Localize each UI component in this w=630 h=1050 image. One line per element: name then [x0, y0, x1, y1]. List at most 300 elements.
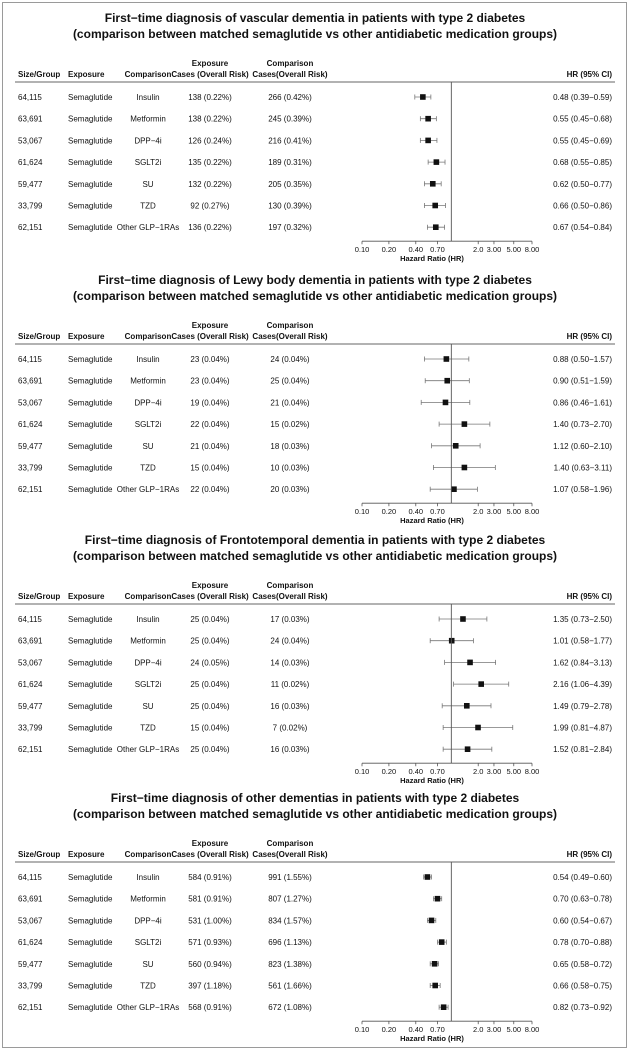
cell-hr-ci: 0.55 (0.45−0.68): [553, 114, 612, 124]
table-row: [18, 680, 612, 689]
x-axis-label: Hazard Ratio (HR): [400, 516, 464, 526]
col-header-exposure-cases-line1: Exposure: [191, 581, 229, 590]
cell-comparison: SGLT2i: [134, 158, 162, 168]
x-axis-label: Hazard Ratio (HR): [400, 254, 464, 264]
cell-exposure: Semaglutide: [68, 201, 113, 211]
cell-size-group: 53,067: [18, 916, 43, 926]
cell-comparison-cases: 16 (0.03%): [270, 745, 310, 755]
cell-comparison: DPP−4i: [134, 916, 162, 926]
cell-hr-ci: 1.62 (0.84−3.13): [553, 658, 612, 668]
table-row: [18, 136, 612, 145]
x-tick-label: 5.00: [506, 507, 522, 517]
col-header-comparison-cases-line2: Cases(Overall Risk): [252, 592, 328, 601]
cell-size-group: 63,691: [18, 636, 43, 646]
cell-exposure: Semaglutide: [68, 680, 113, 690]
cell-comparison-cases: 24 (0.04%): [270, 355, 310, 364]
cell-comparison-cases: 245 (0.39%): [268, 114, 312, 124]
panel-subtitle: (comparison between matched semaglutide vs other antidiabetic medication groups): [72, 807, 558, 821]
cell-exposure: Semaglutide: [68, 938, 113, 948]
col-header-comparison-cases-line2: Cases(Overall Risk): [252, 850, 328, 859]
cell-size-group: 59,477: [18, 441, 43, 451]
col-header-comparison: Comparison: [124, 592, 172, 601]
cell-comparison: Other GLP−1RAs: [116, 745, 180, 755]
cell-size-group: 64,115: [18, 355, 42, 364]
cell-exposure-cases: 25 (0.04%): [190, 615, 230, 624]
table-row: [18, 93, 612, 102]
cell-exposure-cases: 560 (0.94%): [188, 959, 232, 969]
cell-exposure-cases: 23 (0.04%): [190, 376, 230, 386]
cell-size-group: 59,477: [18, 179, 43, 189]
cell-size-group: 64,115: [18, 873, 42, 882]
cell-size-group: 63,691: [18, 376, 43, 386]
table-row: [18, 464, 612, 473]
col-header-size-group: Size/Group: [18, 70, 61, 79]
cell-exposure-cases: 138 (0.22%): [188, 93, 232, 102]
cell-comparison-cases: 21 (0.04%): [270, 398, 310, 408]
col-header-size-group: Size/Group: [18, 592, 61, 601]
cell-comparison: Insulin: [136, 615, 160, 624]
cell-hr-ci: 0.48 (0.39−0.59): [553, 93, 612, 102]
cell-hr-ci: 0.78 (0.70−0.88): [553, 938, 612, 948]
table-row: [18, 398, 612, 407]
cell-comparison-cases: 15 (0.02%): [270, 420, 310, 430]
col-header-exposure-cases-line2: Cases (Overall Risk): [171, 70, 249, 79]
cell-exposure: Semaglutide: [68, 441, 113, 451]
cell-size-group: 61,624: [18, 420, 43, 430]
cell-comparison-cases: 20 (0.03%): [270, 485, 310, 495]
cell-exposure: Semaglutide: [68, 615, 113, 624]
hr-point: [444, 378, 450, 384]
table-row: [18, 745, 612, 754]
forest-panel-1: [15, 11, 615, 263]
hr-point: [434, 159, 440, 165]
panel-title: First−time diagnosis of vascular dementia in patients with type 2 diabetes: [104, 11, 526, 25]
cell-comparison: TZD: [140, 201, 156, 211]
cell-comparison-cases: 834 (1.57%): [268, 916, 312, 926]
col-header-comparison-cases-line1: Comparison: [266, 581, 314, 590]
col-header-exposure: Exposure: [68, 332, 105, 341]
cell-comparison: Metformin: [130, 114, 166, 124]
col-header-hr: HR (95% CI): [566, 70, 612, 79]
cell-comparison-cases: 14 (0.03%): [270, 658, 310, 668]
col-header-exposure: Exposure: [68, 592, 105, 601]
cell-comparison-cases: 672 (1.08%): [268, 1003, 312, 1013]
x-tick-label: 3.00: [486, 507, 502, 517]
cell-exposure-cases: 584 (0.91%): [188, 873, 232, 882]
cell-comparison-cases: 11 (0.02%): [270, 680, 310, 690]
panel-subtitle: (comparison between matched semaglutide vs other antidiabetic medication groups): [72, 289, 558, 303]
x-tick-label: 5.00: [506, 1025, 522, 1035]
table-row: [18, 702, 612, 711]
table-row: [18, 916, 612, 925]
hr-point: [467, 660, 473, 666]
col-header-size-group: Size/Group: [18, 850, 61, 859]
cell-size-group: 59,477: [18, 701, 43, 711]
cell-hr-ci: 0.65 (0.58−0.72): [553, 959, 612, 969]
cell-exposure: Semaglutide: [68, 463, 113, 473]
cell-comparison: TZD: [140, 981, 156, 991]
cell-exposure: Semaglutide: [68, 179, 113, 189]
x-tick-label: 5.00: [506, 245, 522, 255]
cell-exposure-cases: 25 (0.04%): [190, 745, 230, 755]
table-row: [18, 180, 612, 189]
cell-size-group: 33,799: [18, 981, 43, 991]
cell-hr-ci: 0.62 (0.50−0.77): [553, 179, 612, 189]
cell-exposure: Semaglutide: [68, 485, 113, 495]
col-header-exposure: Exposure: [68, 850, 105, 859]
hr-point: [453, 443, 459, 449]
cell-exposure: Semaglutide: [68, 376, 113, 386]
cell-exposure: Semaglutide: [68, 114, 113, 124]
cell-hr-ci: 0.60 (0.54−0.67): [553, 916, 612, 926]
cell-exposure: Semaglutide: [68, 894, 113, 904]
table-row: [18, 115, 612, 124]
cell-exposure-cases: 22 (0.04%): [190, 420, 230, 430]
cell-size-group: 61,624: [18, 680, 43, 690]
x-tick-label: 0.10: [354, 767, 370, 777]
cell-exposure: Semaglutide: [68, 420, 113, 430]
cell-exposure-cases: 23 (0.04%): [190, 355, 230, 364]
forest-panel-4: [15, 791, 615, 1043]
col-header-exposure-cases-line1: Exposure: [191, 321, 229, 330]
col-header-hr: HR (95% CI): [566, 592, 612, 601]
cell-hr-ci: 1.40 (0.73−2.70): [553, 420, 612, 430]
cell-exposure-cases: 15 (0.04%): [190, 723, 230, 733]
cell-size-group: 61,624: [18, 938, 43, 948]
cell-size-group: 33,799: [18, 201, 43, 211]
cell-comparison: Other GLP−1RAs: [116, 223, 180, 233]
cell-comparison: Insulin: [136, 93, 160, 102]
cell-comparison-cases: 25 (0.04%): [270, 376, 310, 386]
table-row: [18, 615, 612, 624]
cell-comparison-cases: 24 (0.04%): [270, 636, 310, 646]
cell-exposure: Semaglutide: [68, 916, 113, 926]
x-tick-label: 3.00: [486, 767, 502, 777]
cell-comparison-cases: 18 (0.03%): [270, 441, 310, 451]
cell-comparison: TZD: [140, 723, 156, 733]
cell-hr-ci: 0.88 (0.50−1.57): [553, 355, 612, 364]
table-row: [18, 485, 612, 494]
cell-exposure-cases: 126 (0.24%): [188, 136, 232, 146]
x-tick-label: 0.10: [354, 507, 370, 517]
cell-size-group: 62,151: [18, 1003, 43, 1013]
cell-exposure-cases: 25 (0.04%): [190, 701, 230, 711]
col-header-comparison-cases-line2: Cases(Overall Risk): [252, 70, 328, 79]
cell-hr-ci: 1.40 (0.63−3.11): [553, 463, 612, 473]
hr-point: [430, 181, 436, 187]
col-header-comparison-cases-line1: Comparison: [266, 59, 314, 68]
x-tick-label: 0.20: [381, 507, 397, 517]
cell-exposure-cases: 22 (0.04%): [190, 485, 230, 495]
panel-subtitle: (comparison between matched semaglutide vs other antidiabetic medication groups): [72, 549, 558, 563]
col-header-size-group: Size/Group: [18, 332, 61, 341]
cell-comparison-cases: 991 (1.55%): [268, 873, 312, 882]
col-header-hr: HR (95% CI): [566, 850, 612, 859]
cell-exposure-cases: 581 (0.91%): [188, 894, 232, 904]
cell-exposure: Semaglutide: [68, 1003, 113, 1013]
table-row: [18, 420, 612, 429]
hr-point: [460, 616, 466, 622]
cell-comparison-cases: 561 (1.66%): [268, 981, 312, 991]
cell-hr-ci: 1.01 (0.58−1.77): [553, 636, 612, 646]
cell-exposure-cases: 397 (1.18%): [188, 981, 232, 991]
cell-comparison: DPP−4i: [134, 136, 162, 146]
cell-exposure: Semaglutide: [68, 658, 113, 668]
cell-size-group: 33,799: [18, 723, 43, 733]
col-header-hr: HR (95% CI): [566, 332, 612, 341]
forest-panel-2: [15, 273, 615, 525]
cell-hr-ci: 0.66 (0.58−0.75): [553, 981, 612, 991]
panel-subtitle: (comparison between matched semaglutide vs other antidiabetic medication groups): [72, 27, 558, 41]
cell-exposure: Semaglutide: [68, 136, 113, 146]
hr-point: [420, 94, 426, 100]
cell-comparison: TZD: [140, 463, 156, 473]
table-row: [18, 202, 612, 211]
col-header-exposure-cases-line1: Exposure: [191, 839, 229, 848]
x-axis-label: Hazard Ratio (HR): [400, 1034, 464, 1044]
x-tick-label: 2.0: [473, 1025, 484, 1035]
cell-comparison: Other GLP−1RAs: [116, 485, 180, 495]
table-row: [18, 158, 612, 167]
cell-comparison: Metformin: [130, 636, 166, 646]
hr-point: [435, 896, 441, 902]
x-tick-label: 2.0: [473, 507, 484, 517]
cell-size-group: 64,115: [18, 615, 42, 624]
table-row: [18, 442, 612, 451]
cell-comparison-cases: 16 (0.03%): [270, 701, 310, 711]
x-tick-label: 2.0: [473, 767, 484, 777]
col-header-comparison-cases-line1: Comparison: [266, 321, 314, 330]
col-header-exposure: Exposure: [68, 70, 105, 79]
hr-point: [425, 874, 431, 880]
hr-point: [444, 356, 450, 362]
cell-exposure: Semaglutide: [68, 158, 113, 168]
cell-comparison: Insulin: [136, 355, 160, 364]
cell-exposure: Semaglutide: [68, 873, 113, 882]
table-row: [18, 873, 612, 882]
x-tick-label: 8.00: [524, 507, 540, 517]
cell-exposure-cases: 21 (0.04%): [190, 441, 230, 451]
cell-comparison: SGLT2i: [134, 680, 162, 690]
hr-point: [429, 918, 435, 924]
cell-comparison: Metformin: [130, 894, 166, 904]
panel-title: First−time diagnosis of Lewy body dementia in patients with type 2 diabetes: [98, 273, 532, 287]
cell-hr-ci: 0.68 (0.55−0.85): [553, 158, 612, 168]
cell-comparison-cases: 696 (1.13%): [268, 938, 312, 948]
cell-comparison: Metformin: [130, 376, 166, 386]
x-tick-label: 0.40: [408, 507, 424, 517]
x-tick-label: 8.00: [524, 1025, 540, 1035]
cell-comparison: SU: [142, 701, 154, 711]
hr-point: [425, 138, 431, 144]
x-tick-label: 2.0: [473, 245, 484, 255]
cell-hr-ci: 0.70 (0.63−0.78): [553, 894, 612, 904]
col-header-comparison-cases-line1: Comparison: [266, 839, 314, 848]
x-tick-label: 0.70: [430, 245, 445, 255]
cell-comparison-cases: 17 (0.03%): [270, 615, 310, 624]
x-tick-label: 0.70: [430, 767, 445, 777]
cell-exposure: Semaglutide: [68, 959, 113, 969]
cell-hr-ci: 0.55 (0.45−0.69): [553, 136, 612, 146]
table-row: [18, 1003, 612, 1012]
cell-exposure-cases: 531 (1.00%): [188, 916, 232, 926]
x-tick-label: 5.00: [506, 767, 522, 777]
cell-comparison: SU: [142, 959, 154, 969]
hr-point: [433, 224, 439, 230]
table-row: [18, 982, 612, 991]
cell-comparison-cases: 807 (1.27%): [268, 894, 312, 904]
x-tick-label: 0.70: [430, 1025, 445, 1035]
cell-hr-ci: 0.82 (0.73−0.92): [553, 1003, 612, 1013]
cell-comparison-cases: 216 (0.41%): [268, 136, 312, 146]
hr-point: [462, 421, 468, 427]
cell-comparison-cases: 130 (0.39%): [268, 201, 312, 211]
cell-exposure-cases: 136 (0.22%): [188, 223, 232, 233]
x-tick-label: 0.20: [381, 767, 397, 777]
cell-size-group: 53,067: [18, 398, 43, 408]
col-header-exposure-cases-line2: Cases (Overall Risk): [171, 850, 249, 859]
panel-title: First−time diagnosis of other dementias in patients with type 2 diabetes: [110, 791, 520, 805]
table-row: [18, 377, 612, 386]
cell-comparison: DPP−4i: [134, 398, 162, 408]
cell-hr-ci: 0.90 (0.51−1.59): [553, 376, 612, 386]
x-tick-label: 0.40: [408, 767, 424, 777]
hr-point: [451, 486, 457, 492]
cell-comparison-cases: 189 (0.31%): [268, 158, 312, 168]
col-header-comparison: Comparison: [124, 332, 172, 341]
cell-exposure-cases: 568 (0.91%): [188, 1003, 232, 1013]
cell-comparison-cases: 823 (1.38%): [268, 959, 312, 969]
hr-point: [464, 703, 470, 709]
col-header-exposure-cases-line2: Cases (Overall Risk): [171, 332, 249, 341]
hr-point: [432, 961, 438, 967]
hr-point: [425, 116, 431, 122]
x-tick-label: 8.00: [524, 767, 540, 777]
cell-comparison: Insulin: [136, 873, 160, 882]
x-tick-label: 0.10: [354, 1025, 370, 1035]
cell-exposure-cases: 15 (0.04%): [190, 463, 230, 473]
cell-exposure-cases: 19 (0.04%): [190, 398, 230, 408]
cell-size-group: 64,115: [18, 93, 42, 102]
cell-exposure: Semaglutide: [68, 981, 113, 991]
x-tick-label: 0.20: [381, 245, 397, 255]
cell-hr-ci: 0.86 (0.46−1.61): [553, 398, 612, 408]
cell-comparison-cases: 7 (0.02%): [272, 723, 308, 733]
table-row: [18, 637, 612, 646]
cell-exposure-cases: 24 (0.05%): [190, 658, 230, 668]
hr-point: [475, 725, 481, 731]
cell-size-group: 53,067: [18, 658, 43, 668]
cell-hr-ci: 1.12 (0.60−2.10): [553, 441, 612, 451]
table-row: [18, 658, 612, 667]
x-axis-label: Hazard Ratio (HR): [400, 776, 464, 786]
x-tick-label: 0.20: [381, 1025, 397, 1035]
cell-comparison-cases: 10 (0.03%): [270, 463, 310, 473]
cell-hr-ci: 1.52 (0.81−2.84): [553, 745, 612, 755]
cell-hr-ci: 1.07 (0.58−1.96): [553, 485, 612, 495]
hr-point: [465, 746, 471, 752]
cell-size-group: 53,067: [18, 136, 43, 146]
hr-point: [441, 1004, 447, 1010]
panel-title: First−time diagnosis of Frontotemporal dementia in patients with type 2 diabetes: [84, 533, 546, 547]
cell-comparison-cases: 266 (0.42%): [268, 93, 312, 102]
cell-exposure: Semaglutide: [68, 223, 113, 233]
x-tick-label: 3.00: [486, 1025, 502, 1035]
hr-point: [439, 939, 445, 945]
cell-size-group: 62,151: [18, 223, 43, 233]
cell-comparison-cases: 197 (0.32%): [268, 223, 312, 233]
cell-exposure: Semaglutide: [68, 93, 113, 102]
cell-exposure: Semaglutide: [68, 701, 113, 711]
cell-exposure: Semaglutide: [68, 398, 113, 408]
table-row: [18, 960, 612, 969]
cell-size-group: 62,151: [18, 485, 43, 495]
cell-exposure: Semaglutide: [68, 636, 113, 646]
hr-point: [462, 465, 468, 471]
cell-comparison-cases: 205 (0.35%): [268, 179, 312, 189]
cell-comparison: SU: [142, 179, 154, 189]
cell-comparison: Other GLP−1RAs: [116, 1003, 180, 1013]
cell-size-group: 63,691: [18, 894, 43, 904]
col-header-comparison-cases-line2: Cases(Overall Risk): [252, 332, 328, 341]
x-tick-label: 8.00: [524, 245, 540, 255]
x-tick-label: 0.40: [408, 1025, 424, 1035]
cell-hr-ci: 1.35 (0.73−2.50): [553, 615, 612, 624]
cell-exposure: Semaglutide: [68, 745, 113, 755]
cell-size-group: 59,477: [18, 959, 43, 969]
cell-exposure-cases: 571 (0.93%): [188, 938, 232, 948]
x-tick-label: 0.40: [408, 245, 424, 255]
cell-hr-ci: 0.67 (0.54−0.84): [553, 223, 612, 233]
col-header-exposure-cases-line1: Exposure: [191, 59, 229, 68]
cell-hr-ci: 1.49 (0.79−2.78): [553, 701, 612, 711]
cell-size-group: 63,691: [18, 114, 43, 124]
cell-hr-ci: 1.99 (0.81−4.87): [553, 723, 612, 733]
cell-size-group: 62,151: [18, 745, 43, 755]
cell-exposure-cases: 135 (0.22%): [188, 158, 232, 168]
col-header-comparison: Comparison: [124, 70, 172, 79]
cell-size-group: 33,799: [18, 463, 43, 473]
table-row: [18, 724, 612, 733]
cell-exposure-cases: 25 (0.04%): [190, 680, 230, 690]
table-row: [18, 223, 612, 232]
table-row: [18, 895, 612, 904]
cell-exposure-cases: 92 (0.27%): [190, 201, 230, 211]
table-row: [18, 355, 612, 364]
hr-point: [432, 203, 438, 209]
cell-hr-ci: 2.16 (1.06−4.39): [553, 680, 612, 690]
cell-exposure-cases: 138 (0.22%): [188, 114, 232, 124]
cell-exposure: Semaglutide: [68, 355, 113, 364]
x-tick-label: 0.70: [430, 507, 445, 517]
x-tick-label: 3.00: [486, 245, 502, 255]
cell-comparison: SU: [142, 441, 154, 451]
hr-point: [478, 681, 484, 687]
cell-size-group: 61,624: [18, 158, 43, 168]
forest-panel-3: [15, 533, 615, 785]
cell-hr-ci: 0.54 (0.49−0.60): [553, 873, 612, 882]
cell-comparison: DPP−4i: [134, 658, 162, 668]
cell-exposure: Semaglutide: [68, 723, 113, 733]
col-header-exposure-cases-line2: Cases (Overall Risk): [171, 592, 249, 601]
cell-exposure-cases: 132 (0.22%): [188, 179, 232, 189]
cell-comparison: SGLT2i: [134, 420, 162, 430]
table-row: [18, 938, 612, 947]
hr-point: [432, 983, 438, 989]
x-tick-label: 0.10: [354, 245, 370, 255]
hr-point: [443, 400, 449, 406]
col-header-comparison: Comparison: [124, 850, 172, 859]
